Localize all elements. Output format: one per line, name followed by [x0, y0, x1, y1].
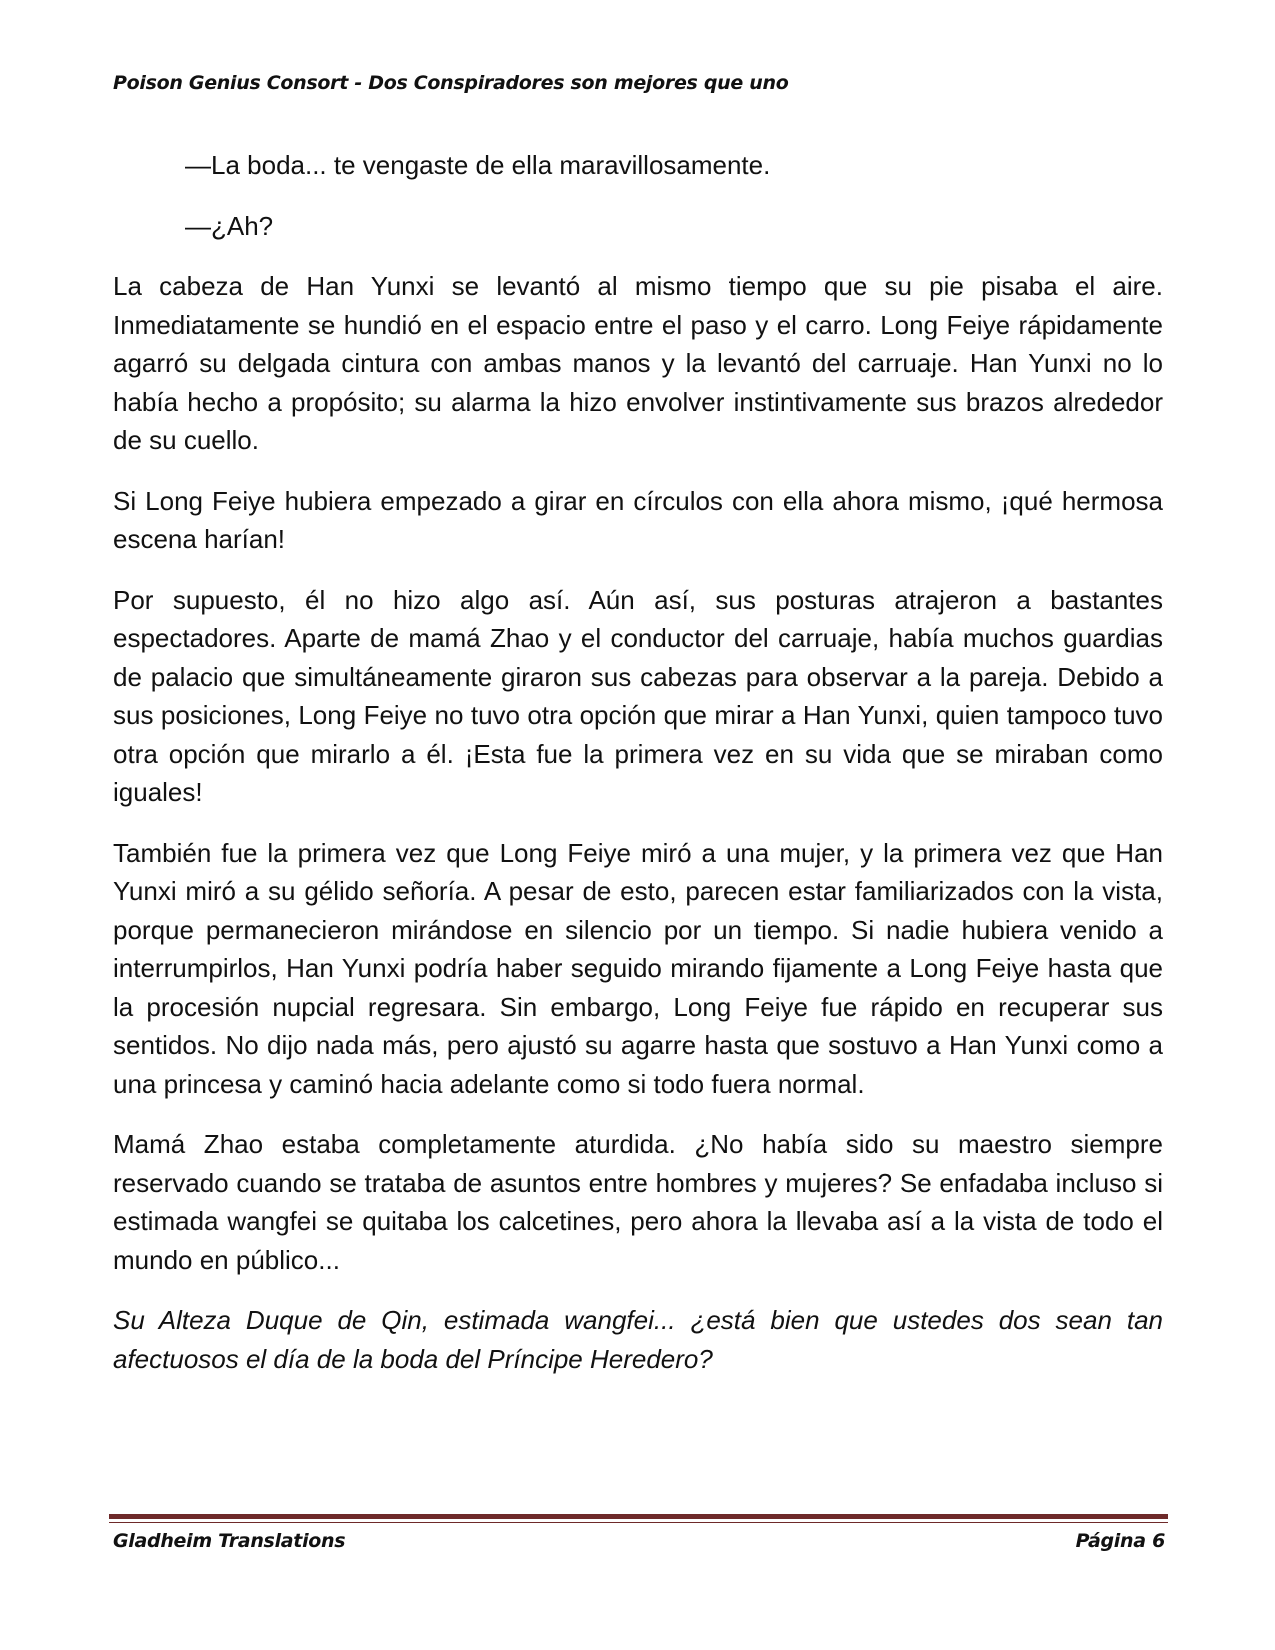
- body-paragraph: La cabeza de Han Yunxi se levantó al mismo tiempo que su pie pisaba el aire. Inmediatamente se hundió en el espacio entre el paso y el carro. Long Feiye rápidamente agarró su delgada cintura con ambas manos y la levantó del carruaje. Han Yunxi no lo había hecho a propósito; su alarma la hizo envolver instintivamente sus brazos alrededor de su cuello.: [113, 271, 1163, 455]
- italic-thought-paragraph: Su Alteza Duque de Qin, estimada wangfei... ¿está bien que ustedes dos sean tan afectuosos el día de la boda del Príncipe Heredero?: [113, 1305, 1163, 1374]
- body-paragraph: Si Long Feiye hubiera empezado a girar en círculos con ella ahora mismo, ¡qué hermosa escena harían!: [113, 485, 1163, 554]
- footer-publisher: Gladheim Translations: [113, 1530, 346, 1552]
- body-paragraph: Mamá Zhao estaba completamente aturdida. ¿No había sido su maestro siempre reservado cuando se trataba de asuntos entre hombres y mujeres? Se enfadaba incluso si estimada wangfei se quitaba los calcetines, pero ahora la llevaba así a la vista de todo el mundo en público...: [113, 1129, 1163, 1275]
- dialog-line: —La boda... te vengaste de ella maravillosamente.: [185, 150, 771, 180]
- body-paragraph: Por supuesto, él no hizo algo así. Aún así, sus posturas atrajeron a bastantes espectadores. Aparte de mamá Zhao y el conductor del carruaje, había muchos guardias de palacio que simultáneamente giraron sus cabezas para observar a la pareja. Debido a sus posiciones, Long Feiye no tuvo otra opción que mirar a Han Yunxi, quien tampoco tuvo otra opción que mirarlo a él. ¡Esta fue la primera vez en su vida que se miraban como iguales!: [113, 584, 1163, 807]
- page-number: Página 6: [1075, 1530, 1165, 1552]
- footer-divider-thin: [109, 1522, 1168, 1523]
- dialog-line: —¿Ah?: [185, 210, 274, 241]
- page-header-title: Poison Genius Consort - Dos Conspiradores son mejores que uno: [113, 72, 789, 94]
- page-body: [113, 146, 1163, 1400]
- footer-divider: [109, 1514, 1168, 1519]
- body-paragraph: También fue la primera vez que Long Feiye miró a una mujer, y la primera vez que Han Yunxi miró a su gélido señoría. A pesar de esto, parecen estar familiarizados con la vista, porque permanecieron mirándose en silencio por un tiempo. Si nadie hubiera venido a interrumpirlos, Han Yunxi podría haber seguido mirando fijamente a Long Feiye hasta que la procesión nupcial regresara. Sin embargo, Long Feiye fue rápido en recuperar sus sentidos. No dijo nada más, pero ajustó su agarre hasta que sostuvo a Han Yunxi como a una princesa y caminó hacia adelante como si todo fuera normal.: [113, 837, 1163, 1099]
